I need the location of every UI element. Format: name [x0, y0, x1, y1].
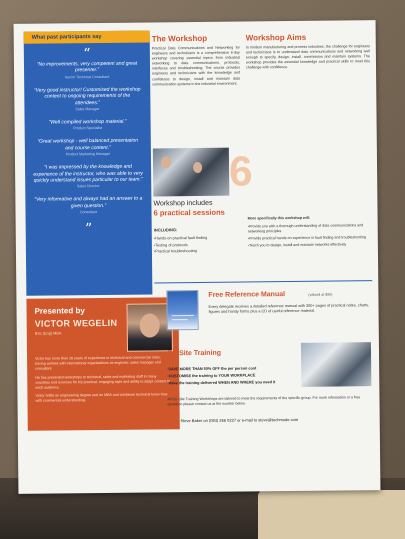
aims-body: In modern manufacturing and process industries, the challenge for engineers and technicians is to understand data communications and networking well enough to specify, design, install, commission and maintain systems. The workshop provides the essential knowledge and practical skills to meet this challenge with confidence.	[245, 44, 370, 70]
onsite-photo	[301, 342, 371, 387]
includes-item: • Practical troubleshooting	[154, 248, 208, 255]
testimonial-item	[33, 196, 143, 216]
testimonial-text: “Very good instructor! Customised the workshop content to ongoing requirements of the attendees.”	[33, 86, 141, 106]
onsite-item: • CUSTOMISE the training to YOUR WORKPLACE	[167, 372, 307, 380]
presenter-title: BSc (Eng) MBA	[34, 331, 62, 336]
photo-person	[193, 162, 202, 173]
testimonial-item	[33, 164, 143, 190]
aims-item: • Provide practical hands-on experience in fault finding and troubleshooting	[248, 235, 372, 241]
sessions-heading	[153, 199, 263, 217]
chair	[258, 490, 405, 539]
includes-label: INCLUDING:	[153, 227, 178, 233]
aims-item: • Teach you to design, install and maintain networks effectively	[248, 242, 372, 248]
aims-list	[248, 223, 372, 251]
testimonial-source: Sales Manager	[75, 107, 100, 112]
phone-icon: ☎	[167, 417, 177, 425]
testimonial-source: Product Specialist	[73, 126, 103, 131]
workshop-photo	[153, 148, 229, 197]
presenter-label: Presented by	[34, 306, 85, 316]
brochure-page	[14, 20, 381, 494]
testimonial-text: “I was impressed by the knowledge and experience of the instructor, who was able to very quickly understand issues particular to our team.”	[33, 163, 143, 184]
sessions-line-2: 6 practical sessions	[153, 207, 225, 218]
testimonial-text: “Very informative and always had an answer to a given question.”	[34, 196, 143, 210]
sessions-line-1: Workshop includes	[153, 199, 213, 208]
includes-list	[154, 235, 208, 255]
quote-open-icon: “	[83, 46, 91, 63]
includes-item: • Testing of protocols	[154, 241, 208, 248]
testimonial-item	[32, 86, 142, 112]
manual-cover-line	[172, 319, 188, 320]
aims-title: Workshop Aims	[245, 32, 307, 43]
testimonial-text: “Well compiled workshop material.”	[48, 118, 127, 126]
contact-text: Steve Baker on (084) 266 0227 or e-mail to steve@techmode.com	[180, 416, 299, 423]
onsite-item: • Have the training delivered WHEN AND WHERE you need it	[167, 379, 307, 387]
manual-cover-line	[172, 315, 194, 316]
presenter-name: VICTOR WEGELIN	[34, 317, 118, 329]
testimonial-source: Product Marketing Manager	[65, 152, 111, 157]
aims-item: • Provide you with a thorough understanding of data communications and networking principles	[248, 223, 372, 234]
testimonial-text: “Great workshop - well balanced presentation and course content.”	[37, 138, 139, 152]
reference-subtitle: (valued at $95)	[308, 292, 333, 297]
testimonials-panel	[24, 30, 153, 295]
workshop-body: Practical Data Communications and Networking for engineers and technicians is a comprehensive 6-day workshop covering essential topics from industrial networking to data communications, protocols, interfaces and troubleshooting. The course provides engineers and technicians with the knowledge and confidence to design, install and maintain data communication systems in the industrial environment.	[151, 45, 241, 87]
quote-close-icon: ”	[85, 221, 93, 238]
contact-row	[168, 415, 298, 424]
manual-cover-image	[166, 290, 198, 330]
onsite-list	[167, 365, 307, 387]
reference-text: Every delegate receives a detailed reference manual with 300+ pages of practical notes, charts, figures and handy forms plus a CD of useful reference material.	[208, 303, 370, 314]
testimonial-item	[33, 138, 143, 158]
aims-subheading: More specifically this workshop will:	[247, 215, 310, 221]
testimonials-heading: What past participants say	[24, 30, 150, 43]
testimonial-source: Consultant	[79, 210, 98, 215]
presenter-panel	[26, 297, 179, 431]
testimonial-source: Senior Technical Consultant	[64, 74, 110, 80]
onsite-text: All On-Site Training Workshops are tailored to meet the requirements of the specific group. For more information or a free quotation please contact us at the number below.	[167, 395, 361, 407]
testimonial-text: “No improvements, very competent and great presenter.”	[36, 60, 138, 74]
onsite-item: • SAVE MORE THAN 50% OFF the per person cost	[167, 365, 307, 373]
presenter-bio	[35, 355, 172, 407]
photo-person	[161, 156, 171, 168]
big-number: 6	[228, 147, 253, 195]
presenter-bio-paragraph: Victor holds an engineering degree and an MBA and combines technical know-how with commercial understanding.	[35, 392, 168, 404]
section-divider	[154, 280, 372, 283]
includes-item: • Hands-on practical fault finding	[154, 235, 208, 242]
presenter-bio-paragraph: Victor has more than 20 years of experience in technical and commercial roles, having worked with international organisations as engineer, sales manager and consultant.	[35, 355, 161, 372]
testimonial-list	[24, 60, 152, 216]
presenter-face	[140, 313, 160, 337]
presenter-bio-paragraph: He has presented workshops to technical, sales and marketing staff in many countries and is known for his practical, engaging style and ability to adapt content to each audience.	[35, 374, 171, 390]
testimonial-source: Sales Director	[76, 184, 100, 189]
testimonial-item	[32, 61, 142, 81]
workshop-title: The Workshop	[151, 33, 208, 44]
reference-title: Free Reference Manual	[208, 291, 286, 299]
testimonial-item	[33, 119, 143, 133]
onsite-title: On-Site Training	[166, 349, 222, 358]
